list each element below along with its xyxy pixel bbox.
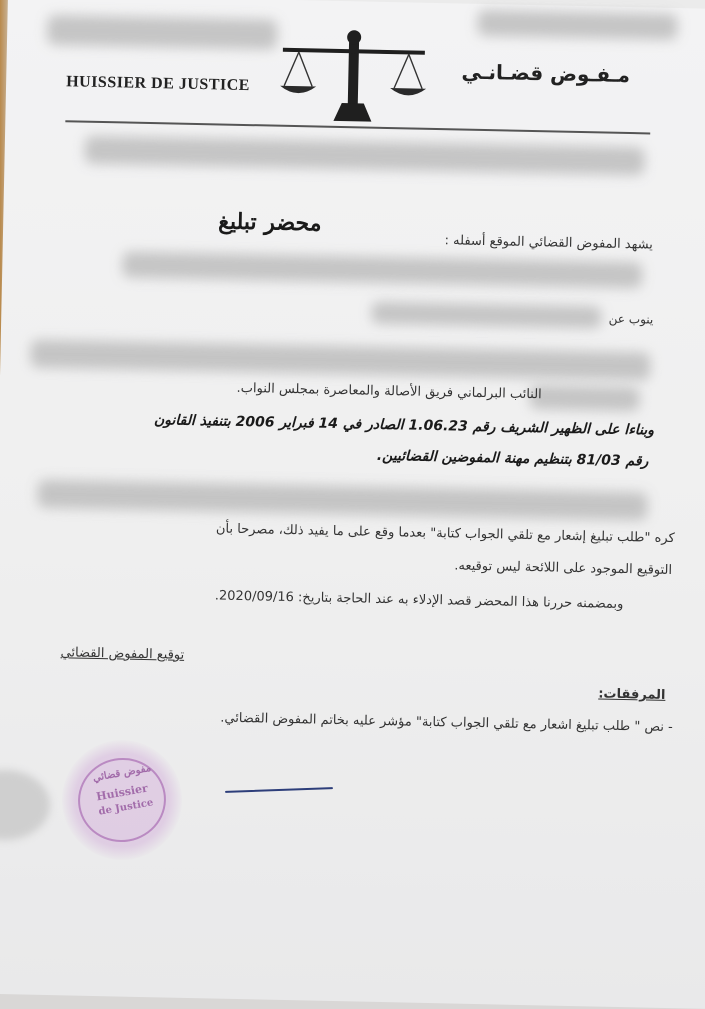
stamp-arabic-text: مفوض قضائي xyxy=(92,762,152,785)
body-line-2: التوقيع الموجود على اللائحة ليس توقيعه. xyxy=(454,558,673,579)
header-french-title: HUISSIER DE JUSTICE xyxy=(65,73,251,95)
stamp-french-text-1: Huissier xyxy=(95,781,149,804)
body-line-1: كره "طلب تبليغ إشعار مع تلقي الجواب كتابة" بعدما وقع على ما يفيد ذلك، مصرحا بأن xyxy=(215,521,675,547)
redacted-reference-line xyxy=(84,136,644,176)
redacted-line-1 xyxy=(122,251,642,288)
redacted-line-3 xyxy=(30,340,650,381)
redacted-line-5 xyxy=(37,480,647,521)
redacted-line-2 xyxy=(371,302,601,329)
signature-label: توقيع المفوض القضائي xyxy=(60,645,185,663)
stamp-french-text-2: de Justice xyxy=(97,797,155,818)
attachments-label: المرفقات: xyxy=(598,686,666,703)
document-title: محضر تبليغ xyxy=(218,208,322,237)
official-stamp xyxy=(62,740,182,860)
attachment-item: - نص " طلب تبليغ اشعار مع تلقي الجواب كتابة" مؤشر عليه بخاتم المفوض القضائي. xyxy=(220,710,673,736)
redacted-header-right xyxy=(477,10,678,40)
redacted-header-left xyxy=(47,15,278,50)
scales-of-justice-icon xyxy=(273,28,435,131)
party-line: النائب البرلماني فريق الأصالة والمعاصرة بمجلس النواب. xyxy=(236,380,542,403)
closing-line: وبمضمنه حررنا هذا المحضر قصد الإدلاء به عند الحاجة بتاريخ: 2020/09/16. xyxy=(214,588,624,613)
on-behalf-label: ينوب عن xyxy=(608,311,654,327)
legal-basis-line-1: وبناءا على الظهير الشريف رقم 1.06.23 الصادر في 14 فبراير 2006 بتنفيذ القانون xyxy=(153,412,655,439)
legal-basis-line-2: رقم 81/03 بتنظيم مهنة المفوضين القضائيين. xyxy=(376,447,649,470)
witness-line: يشهد المفوض القضائي الموقع أسفله : xyxy=(444,233,654,253)
redacted-line-4 xyxy=(529,385,639,411)
header-arabic-title: مـفـوض قضـانـي xyxy=(461,59,631,88)
